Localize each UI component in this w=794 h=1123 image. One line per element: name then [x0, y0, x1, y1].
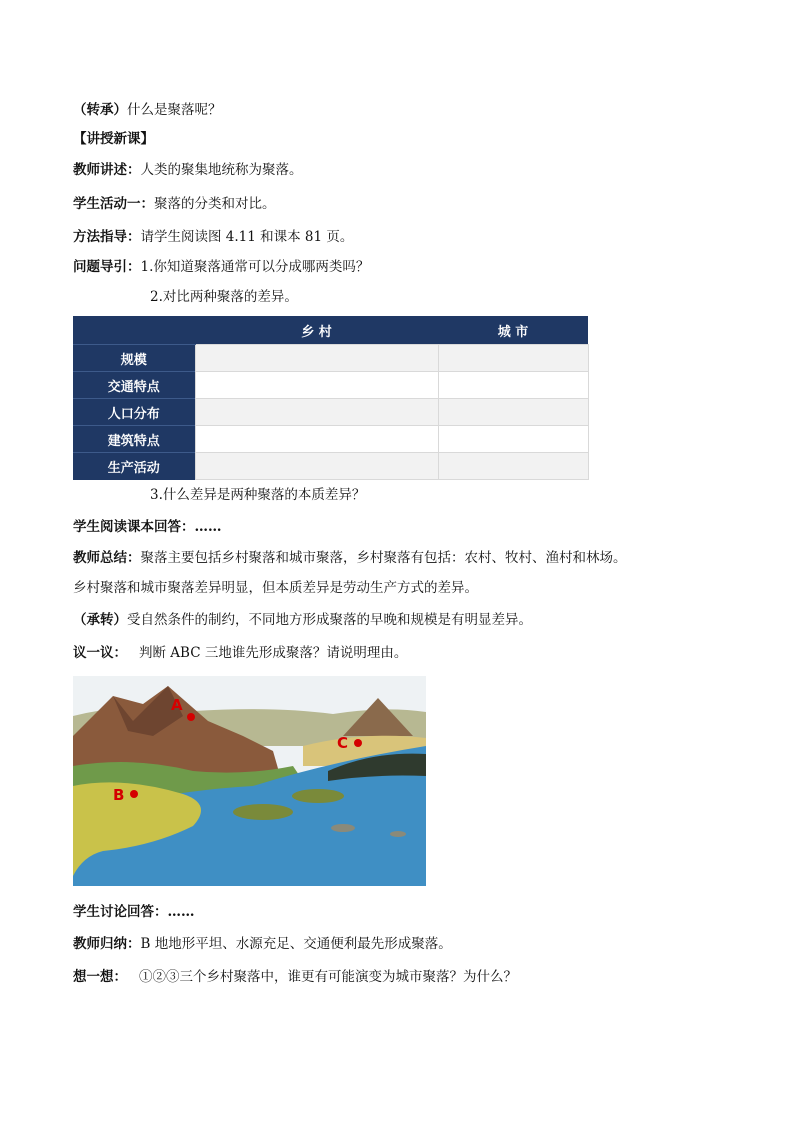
table-header-cell: [73, 316, 195, 345]
landscape-illustration: [73, 676, 426, 886]
line-question-3: 3.什么差异是两种聚落的本质差异？: [150, 487, 366, 503]
table-row: [73, 372, 588, 399]
table-row: [73, 426, 588, 453]
table-row: [73, 399, 588, 426]
line-teacher-talk: 教师讲述：人类的聚集地统称为聚落。: [73, 162, 303, 178]
line-transition-question: （转承）什么是聚落呢？: [73, 102, 222, 118]
row-label: 规模: [73, 345, 195, 372]
table-cell[interactable]: [195, 372, 438, 399]
row-label: 人口分布: [73, 399, 195, 426]
lead: （转承）: [73, 102, 127, 118]
marker-a-label: A: [171, 696, 183, 714]
table-cell[interactable]: [195, 399, 438, 426]
line-teacher-summary: 教师总结：聚落主要包括乡村聚落和城市聚落，乡村聚落有包括：农村、牧村、渔村和林场。: [73, 550, 627, 566]
line-method-guide: 方法指导：请学生阅读图 4.11 和课本 81 页。: [73, 229, 354, 245]
marker-b-label: B: [113, 786, 125, 804]
line-discussion: 议一议： 判断 ABC 三地谁先形成聚落？请说明理由。: [73, 645, 408, 661]
line-teacher-conclusion: 教师归纳：B 地地形平坦、水源充足、交通便利最先形成聚落。: [73, 936, 452, 952]
table-cell[interactable]: [438, 372, 588, 399]
table-cell[interactable]: [195, 345, 438, 372]
table-row: [73, 453, 588, 480]
line-student-answer: 学生阅读课本回答：……: [73, 519, 222, 535]
table-cell[interactable]: [438, 399, 588, 426]
row-label: 建筑特点: [73, 426, 195, 453]
comparison-table: [73, 316, 589, 480]
row-label: 生产活动: [73, 453, 195, 480]
line-student-discuss: 学生讨论回答：……: [73, 904, 195, 920]
line-transition-2: （承转）受自然条件的制约，不同地方形成聚落的早晚和规模是有明显差异。: [73, 612, 532, 628]
table-header-row: [73, 316, 588, 345]
table-cell[interactable]: [438, 453, 588, 480]
table-header-cell: 城 市: [438, 316, 588, 345]
table-cell[interactable]: [195, 453, 438, 480]
line-question-2: 2.对比两种聚落的差异。: [150, 289, 298, 305]
table-header-cell: 乡 村: [195, 316, 438, 345]
line-summary-cont: 乡村聚落和城市聚落差异明显，但本质差异是劳动生产方式的差异。: [73, 580, 478, 596]
table-cell[interactable]: [438, 345, 588, 372]
table-row: [73, 345, 588, 372]
line-student-activity: 学生活动一：聚落的分类和对比。: [73, 196, 276, 212]
table-cell[interactable]: [195, 426, 438, 453]
row-label: 交通特点: [73, 372, 195, 399]
line-question-guide: 问题导引：1.你知道聚落通常可以分成哪两类吗？: [73, 259, 370, 275]
section-heading: 【讲授新课】: [73, 131, 154, 147]
marker-c-label: C: [337, 734, 349, 752]
table-cell[interactable]: [438, 426, 588, 453]
line-think: 想一想： ①②③三个乡村聚落中，谁更有可能演变为城市聚落？为什么？: [73, 969, 517, 985]
